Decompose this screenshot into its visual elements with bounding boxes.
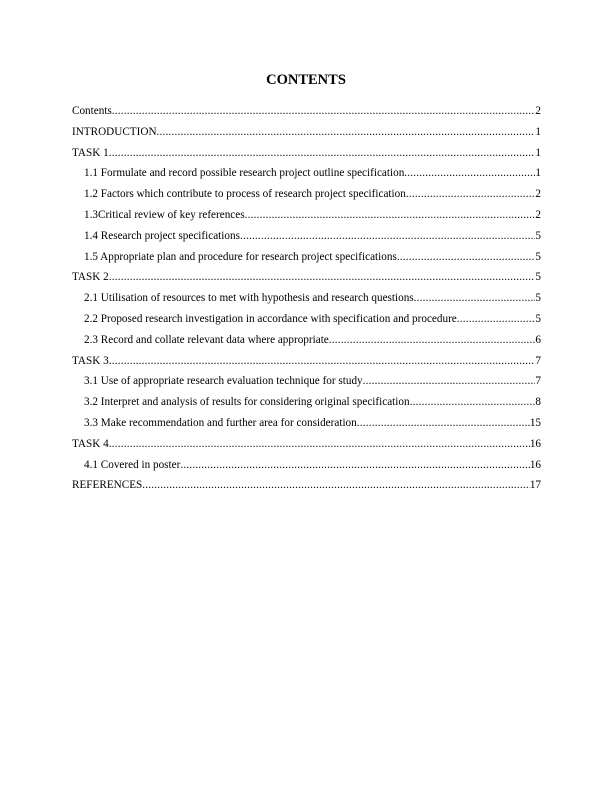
toc-entry[interactable] [72, 143, 541, 164]
toc-entry-page-number: 5 [535, 229, 541, 242]
toc-entry[interactable] [72, 267, 541, 288]
dot-leader [109, 267, 536, 288]
toc-entry-page-number: 15 [529, 416, 541, 429]
toc-entry-label: 2.2 Proposed research investigation in accordance with specification and procedure [84, 312, 457, 325]
toc-entry-label: 1.3Critical review of key references [84, 208, 245, 221]
dot-leader [363, 371, 536, 392]
dot-leader [142, 475, 530, 496]
toc-entry-label: TASK 2 [72, 271, 109, 284]
toc-entry-page-number: 16 [529, 437, 541, 450]
dot-leader [410, 392, 536, 413]
toc-entry-label: Contents [72, 105, 112, 117]
toc-entry[interactable] [72, 163, 541, 184]
toc-entry-label: 3.1 Use of appropriate research evaluation technique for study [84, 375, 363, 388]
toc-entry[interactable] [72, 434, 541, 455]
dot-leader [397, 247, 536, 268]
dot-leader [109, 351, 536, 372]
dot-leader [404, 163, 535, 184]
toc-entry-page-number: 5 [535, 271, 541, 284]
dot-leader [457, 309, 536, 330]
toc-entry[interactable] [72, 205, 541, 226]
dot-leader [157, 122, 536, 143]
toc-entry-label: TASK 4 [72, 437, 109, 450]
toc-entry-page-number: 6 [535, 333, 541, 346]
toc-entry-page-number: 5 [535, 250, 541, 263]
dot-leader [414, 288, 536, 309]
toc-entry-label: 2.1 Utilisation of resources to met with hypothesis and research questions [84, 292, 414, 305]
dot-leader [329, 330, 536, 351]
dot-leader [112, 101, 536, 122]
toc-entry[interactable] [72, 247, 541, 268]
toc-entry[interactable] [72, 330, 541, 351]
toc-entry[interactable] [72, 226, 541, 247]
toc-entry[interactable] [72, 475, 541, 496]
dot-leader [245, 205, 536, 226]
toc-entry-label: 1.5 Appropriate plan and procedure for research project specifications [84, 250, 397, 263]
toc-entry-page-number: 2 [535, 105, 541, 117]
toc-entry-label: 1.1 Formulate and record possible research project outline specification [84, 167, 405, 180]
toc-entry-label: 1.4 Research project specifications [84, 229, 240, 242]
toc-entry-page-number: 17 [529, 479, 541, 492]
dot-leader [240, 226, 535, 247]
toc-entry-page-number: 7 [535, 375, 541, 388]
toc-entry-page-number: 1 [535, 125, 541, 138]
toc-entry[interactable] [72, 122, 541, 143]
toc-entry[interactable] [72, 184, 541, 205]
toc-entry-page-number: 8 [535, 396, 541, 409]
toc-entry[interactable] [72, 455, 541, 476]
toc-entry[interactable] [72, 309, 541, 330]
toc-entry-page-number: 1 [535, 167, 541, 180]
toc-entry[interactable] [72, 288, 541, 309]
toc-entry[interactable] [72, 413, 541, 434]
toc-entry-page-number: 2 [535, 208, 541, 221]
toc-entry-page-number: 16 [529, 458, 541, 471]
toc-entry[interactable] [72, 371, 541, 392]
toc-entry[interactable] [72, 392, 541, 413]
page-title: CONTENTS [266, 72, 346, 88]
toc-entry[interactable] [72, 351, 541, 372]
table-of-contents [72, 101, 541, 496]
toc-entry-page-number: 1 [535, 146, 541, 159]
toc-entry[interactable] [72, 101, 541, 122]
toc-entry-label: 3.3 Make recommendation and further area for consideration [84, 416, 357, 429]
dot-leader [357, 413, 530, 434]
dot-leader [109, 143, 536, 164]
dot-leader [109, 434, 530, 455]
toc-entry-page-number: 5 [535, 312, 541, 325]
toc-entry-label: TASK 1 [72, 146, 109, 159]
toc-entry-page-number: 2 [535, 188, 541, 201]
toc-entry-label: TASK 3 [72, 354, 109, 367]
toc-entry-label: 1.2 Factors which contribute to process of research project specification [84, 188, 406, 201]
toc-entry-label: 4.1 Covered in poster [84, 458, 181, 471]
dot-leader [406, 184, 536, 205]
toc-entry-label: REFERENCES [72, 479, 143, 492]
toc-entry-page-number: 7 [535, 354, 541, 367]
toc-entry-page-number: 5 [535, 292, 541, 305]
toc-entry-label: 2.3 Record and collate relevant data where appropriate [84, 333, 329, 346]
toc-entry-label: INTRODUCTION [72, 125, 157, 138]
dot-leader [180, 455, 529, 476]
toc-entry-label: 3.2 Interpret and analysis of results for considering original specification [84, 396, 410, 409]
